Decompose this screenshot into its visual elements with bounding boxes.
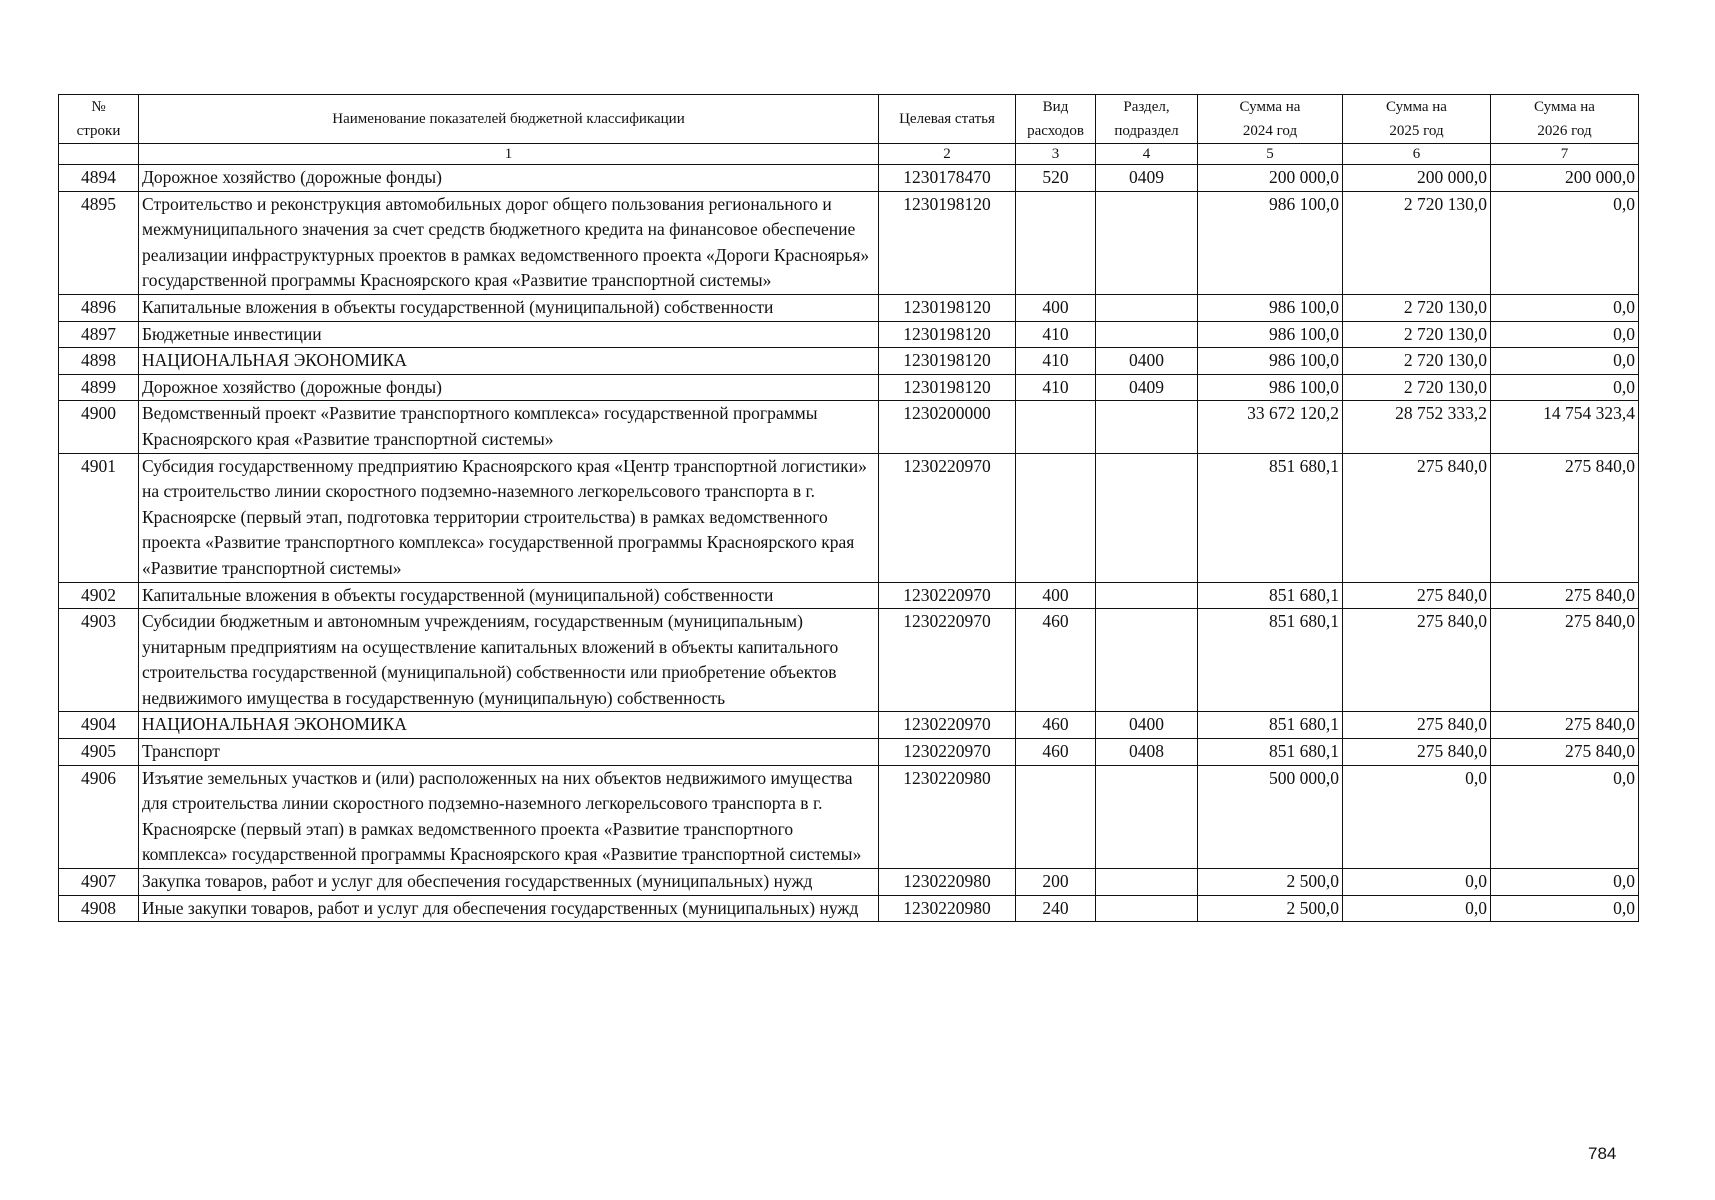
sum-2024: 986 100,0 (1198, 191, 1343, 294)
sum-2024: 2 500,0 (1198, 869, 1343, 896)
row-number: 4902 (59, 582, 139, 609)
sum-2024: 851 680,1 (1198, 453, 1343, 582)
section-code (1096, 765, 1198, 868)
indicator-name: Ведомственный проект «Развитие транспортного комплекса» государственной программы Красноярского края «Развитие транспортной системы» (139, 401, 879, 453)
sum-2024: 500 000,0 (1198, 765, 1343, 868)
indicator-name: Капитальные вложения в объекты государственной (муниципальной) собственности (139, 582, 879, 609)
section-code: 0409 (1096, 165, 1198, 192)
section-code: 0408 (1096, 739, 1198, 766)
table-row (59, 191, 1639, 294)
target-article: 1230198120 (879, 294, 1016, 321)
sum-2026: 200 000,0 (1491, 165, 1639, 192)
sum-2025: 200 000,0 (1343, 165, 1491, 192)
table-row (59, 374, 1639, 401)
indicator-name: Иные закупки товаров, работ и услуг для обеспечения государственных (муниципальных) нужд (139, 895, 879, 922)
table-row (59, 895, 1639, 922)
sum-2025: 2 720 130,0 (1343, 374, 1491, 401)
indicator-name: Строительство и реконструкция автомобильных дорог общего пользования регионального и межмуниципального значения за счет средств бюджетного кредита на финансовое обеспечение реализации инфраструктурных проектов в рамках ведомственного проекта «Дороги Красноярья» государственной программы Красноярского края «Развитие транспортной системы» (139, 191, 879, 294)
row-number: 4899 (59, 374, 139, 401)
page-number: 784 (1588, 1144, 1617, 1163)
section-code: 0409 (1096, 374, 1198, 401)
row-number: 4895 (59, 191, 139, 294)
expense-kind: 460 (1016, 712, 1096, 739)
table-row (59, 401, 1639, 453)
column-index-cell: 6 (1343, 144, 1491, 165)
row-number: 4904 (59, 712, 139, 739)
section-code (1096, 401, 1198, 453)
sum-2025: 275 840,0 (1343, 739, 1491, 766)
row-number: 4907 (59, 869, 139, 896)
sum-2025: 0,0 (1343, 895, 1491, 922)
section-code (1096, 895, 1198, 922)
column-index-cell: 4 (1096, 144, 1198, 165)
sum-2024: 986 100,0 (1198, 374, 1343, 401)
row-number: 4903 (59, 609, 139, 712)
target-article: 1230220980 (879, 869, 1016, 896)
sum-2026: 275 840,0 (1491, 609, 1639, 712)
target-article: 1230220980 (879, 765, 1016, 868)
section-code: 0400 (1096, 348, 1198, 375)
indicator-name: Капитальные вложения в объекты государственной (муниципальной) собственности (139, 294, 879, 321)
row-number: 4896 (59, 294, 139, 321)
column-index-cell: 2 (879, 144, 1016, 165)
sum-2024: 851 680,1 (1198, 582, 1343, 609)
sum-2026: 14 754 323,4 (1491, 401, 1639, 453)
expense-kind (1016, 765, 1096, 868)
column-index-cell (59, 144, 139, 165)
table-row (59, 453, 1639, 582)
header-sum-2025: Сумма на 2025 год (1343, 95, 1491, 144)
header-sum-2024: Сумма на 2024 год (1198, 95, 1343, 144)
target-article: 1230200000 (879, 401, 1016, 453)
table-row (59, 765, 1639, 868)
table-row (59, 609, 1639, 712)
target-article: 1230220970 (879, 609, 1016, 712)
sum-2026: 275 840,0 (1491, 453, 1639, 582)
sum-2026: 275 840,0 (1491, 582, 1639, 609)
table-row (59, 294, 1639, 321)
table-body (59, 165, 1639, 922)
sum-2026: 0,0 (1491, 374, 1639, 401)
indicator-name: Транспорт (139, 739, 879, 766)
header-target: Целевая статья (879, 95, 1016, 144)
expense-kind: 400 (1016, 294, 1096, 321)
budget-table (58, 94, 1639, 922)
table-row (59, 739, 1639, 766)
indicator-name: НАЦИОНАЛЬНАЯ ЭКОНОМИКА (139, 348, 879, 375)
target-article: 1230220980 (879, 895, 1016, 922)
indicator-name: Изъятие земельных участков и (или) расположенных на них объектов недвижимого имущества для строительства линии скоростного подземно-наземного легкорельсового транспорта в г. Красноярске (первый этап) в рамках ведомственного проекта «Развитие транспортного комплекса» государственной программы Красноярского края «Развитие транспортной системы» (139, 765, 879, 868)
sum-2024: 986 100,0 (1198, 321, 1343, 348)
header-name: Наименование показателей бюджетной классификации (139, 95, 879, 144)
expense-kind: 460 (1016, 739, 1096, 766)
sum-2026: 0,0 (1491, 348, 1639, 375)
row-number: 4906 (59, 765, 139, 868)
expense-kind (1016, 191, 1096, 294)
section-code: 0400 (1096, 712, 1198, 739)
column-index-cell: 3 (1016, 144, 1096, 165)
row-number: 4908 (59, 895, 139, 922)
sum-2025: 275 840,0 (1343, 609, 1491, 712)
target-article: 1230198120 (879, 191, 1016, 294)
expense-kind: 460 (1016, 609, 1096, 712)
sum-2025: 2 720 130,0 (1343, 348, 1491, 375)
header-kind: Вид расходов (1016, 95, 1096, 144)
sum-2025: 2 720 130,0 (1343, 294, 1491, 321)
sum-2026: 275 840,0 (1491, 712, 1639, 739)
expense-kind (1016, 401, 1096, 453)
sum-2026: 0,0 (1491, 321, 1639, 348)
section-code (1096, 321, 1198, 348)
sum-2025: 2 720 130,0 (1343, 321, 1491, 348)
table-row (59, 348, 1639, 375)
section-code (1096, 609, 1198, 712)
target-article: 1230220970 (879, 712, 1016, 739)
column-index-cell: 5 (1198, 144, 1343, 165)
indicator-name: Закупка товаров, работ и услуг для обеспечения государственных (муниципальных) нужд (139, 869, 879, 896)
sum-2024: 200 000,0 (1198, 165, 1343, 192)
indicator-name: Субсидия государственному предприятию Красноярского края «Центр транспортной логистики» на строительство линии скоростного подземно-наземного легкорельсового транспорта в г. Красноярске (первый этап, подготовка территории строительства) в рамках ведомственного проекта «Развитие транспортного комплекса» государственной программы Красноярского края «Развитие транспортной системы» (139, 453, 879, 582)
sum-2026: 0,0 (1491, 294, 1639, 321)
sum-2024: 851 680,1 (1198, 739, 1343, 766)
section-code (1096, 294, 1198, 321)
sum-2025: 275 840,0 (1343, 712, 1491, 739)
section-code (1096, 869, 1198, 896)
table-row (59, 321, 1639, 348)
section-code (1096, 191, 1198, 294)
target-article: 1230198120 (879, 348, 1016, 375)
sum-2025: 0,0 (1343, 765, 1491, 868)
row-number: 4894 (59, 165, 139, 192)
sum-2024: 986 100,0 (1198, 294, 1343, 321)
target-article: 1230178470 (879, 165, 1016, 192)
section-code (1096, 453, 1198, 582)
header-section: Раздел, подраздел (1096, 95, 1198, 144)
indicator-name: НАЦИОНАЛЬНАЯ ЭКОНОМИКА (139, 712, 879, 739)
table-row (59, 869, 1639, 896)
column-index-cell: 7 (1491, 144, 1639, 165)
target-article: 1230220970 (879, 453, 1016, 582)
column-index-row (59, 144, 1639, 165)
expense-kind: 200 (1016, 869, 1096, 896)
table-row (59, 165, 1639, 192)
indicator-name: Дорожное хозяйство (дорожные фонды) (139, 165, 879, 192)
sum-2026: 0,0 (1491, 191, 1639, 294)
header-sum-2026: Сумма на 2026 год (1491, 95, 1639, 144)
table-row (59, 712, 1639, 739)
indicator-name: Бюджетные инвестиции (139, 321, 879, 348)
expense-kind: 400 (1016, 582, 1096, 609)
row-number: 4898 (59, 348, 139, 375)
target-article: 1230220970 (879, 582, 1016, 609)
sum-2024: 851 680,1 (1198, 712, 1343, 739)
sum-2024: 851 680,1 (1198, 609, 1343, 712)
indicator-name: Дорожное хозяйство (дорожные фонды) (139, 374, 879, 401)
row-number: 4897 (59, 321, 139, 348)
expense-kind: 410 (1016, 348, 1096, 375)
sum-2025: 275 840,0 (1343, 582, 1491, 609)
sum-2025: 275 840,0 (1343, 453, 1491, 582)
sum-2026: 0,0 (1491, 895, 1639, 922)
expense-kind: 520 (1016, 165, 1096, 192)
target-article: 1230220970 (879, 739, 1016, 766)
header-row-no: № строки (59, 95, 139, 144)
sum-2025: 28 752 333,2 (1343, 401, 1491, 453)
sum-2026: 0,0 (1491, 869, 1639, 896)
sum-2025: 0,0 (1343, 869, 1491, 896)
sum-2024: 33 672 120,2 (1198, 401, 1343, 453)
row-number: 4901 (59, 453, 139, 582)
row-number: 4905 (59, 739, 139, 766)
expense-kind: 410 (1016, 321, 1096, 348)
expense-kind (1016, 453, 1096, 582)
table-row (59, 582, 1639, 609)
target-article: 1230198120 (879, 321, 1016, 348)
section-code (1096, 582, 1198, 609)
expense-kind: 410 (1016, 374, 1096, 401)
sum-2025: 2 720 130,0 (1343, 191, 1491, 294)
sum-2026: 0,0 (1491, 765, 1639, 868)
sum-2024: 2 500,0 (1198, 895, 1343, 922)
indicator-name: Субсидии бюджетным и автономным учреждениям, государственным (муниципальным) унитарным предприятиям на осуществление капитальных вложений в объекты капитального строительства государственной (муниципальной) собственности или приобретение объектов недвижимого имущества в государственную (муниципальную) собственность (139, 609, 879, 712)
header-row (59, 95, 1639, 144)
expense-kind: 240 (1016, 895, 1096, 922)
sum-2026: 275 840,0 (1491, 739, 1639, 766)
row-number: 4900 (59, 401, 139, 453)
target-article: 1230198120 (879, 374, 1016, 401)
sum-2024: 986 100,0 (1198, 348, 1343, 375)
column-index-cell: 1 (139, 144, 879, 165)
